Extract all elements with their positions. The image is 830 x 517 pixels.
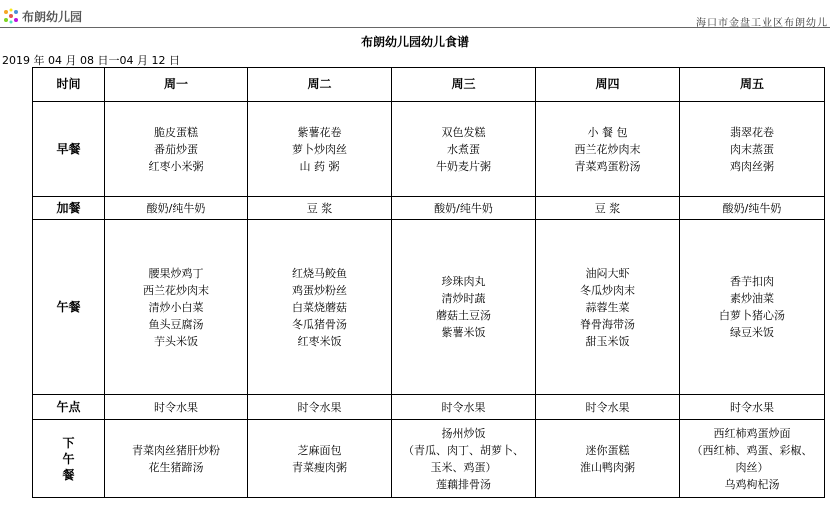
menu-cell bbox=[248, 395, 392, 420]
menu-item: 紫薯花卷 bbox=[297, 125, 342, 139]
menu-item: （西红柿、鸡蛋、彩椒、 bbox=[691, 443, 813, 457]
row-label-breakfast: 早餐 bbox=[33, 102, 105, 197]
menu-item: 鸡肉丝粥 bbox=[730, 159, 774, 173]
menu-item: 白萝卜猪心汤 bbox=[719, 309, 785, 322]
menu-item: 时令水果 bbox=[154, 400, 198, 414]
row-label-lunch: 午餐 bbox=[33, 220, 105, 395]
menu-item: 扬州炒饭 bbox=[441, 426, 486, 440]
row-label-afternoon-snack: 午点 bbox=[33, 395, 105, 420]
menu-item: 肉末蒸蛋 bbox=[730, 142, 774, 156]
row-label-snack: 加餐 bbox=[33, 197, 105, 220]
menu-cell bbox=[392, 420, 536, 498]
menu-item: 素炒油菜 bbox=[730, 292, 774, 305]
menu-item: 冬瓜猪骨汤 bbox=[292, 317, 347, 331]
menu-cell bbox=[536, 197, 680, 220]
menu-item: 红烧马鲛鱼 bbox=[292, 266, 347, 280]
menu-cell bbox=[248, 197, 392, 220]
menu-item: 玉米、鸡蛋） bbox=[430, 460, 497, 474]
menu-item: 冬瓜炒肉末 bbox=[580, 283, 635, 297]
menu-cell bbox=[536, 220, 680, 395]
menu-item: 水煮蛋 bbox=[447, 142, 480, 156]
menu-item: 白菜烧蘑菇 bbox=[292, 300, 347, 314]
menu-table bbox=[32, 67, 825, 498]
header-divider bbox=[0, 27, 830, 28]
menu-item: 牛奶麦片粥 bbox=[436, 159, 491, 173]
menu-item: 腰果炒鸡丁 bbox=[148, 266, 204, 280]
menu-cell bbox=[248, 420, 392, 498]
menu-item: 花生猪蹄汤 bbox=[148, 460, 204, 474]
school-address: 海口市金盘工业区布朗幼儿 bbox=[696, 18, 828, 29]
menu-item: 淮山鸭肉粥 bbox=[580, 460, 635, 474]
menu-cell bbox=[105, 420, 248, 498]
column-header-friday: 周五 bbox=[680, 68, 825, 102]
menu-cell bbox=[248, 220, 392, 395]
menu-item: 酸奶/纯牛奶 bbox=[146, 201, 206, 215]
row-label-char: 午 bbox=[62, 451, 75, 466]
menu-item: 西兰花炒肉末 bbox=[574, 142, 641, 156]
menu-item: 番茄炒蛋 bbox=[154, 142, 198, 156]
menu-item: 脆皮蛋糕 bbox=[154, 125, 198, 139]
menu-cell bbox=[680, 395, 825, 420]
menu-item: 绿豆米饭 bbox=[730, 326, 774, 339]
menu-cell bbox=[680, 197, 825, 220]
menu-item: 青菜鸡蛋粉汤 bbox=[574, 159, 641, 173]
page-header bbox=[0, 0, 830, 30]
column-header-wednesday: 周三 bbox=[392, 68, 536, 102]
menu-item: 红枣米饭 bbox=[297, 334, 342, 348]
date-range: 2019 年 04 月 08 日一04 月 12 日 bbox=[2, 54, 180, 67]
table-row-dinner bbox=[33, 420, 825, 498]
menu-item: 清炒时蔬 bbox=[441, 292, 486, 305]
table-row-afternoon-snack bbox=[33, 395, 825, 420]
menu-item: 时令水果 bbox=[730, 400, 774, 414]
row-label-dinner bbox=[33, 420, 105, 498]
menu-cell bbox=[536, 395, 680, 420]
column-header-time: 时间 bbox=[33, 68, 105, 102]
row-label-char: 餐 bbox=[62, 467, 75, 482]
table-row-breakfast bbox=[33, 102, 825, 197]
menu-item: 青菜瘦肉粥 bbox=[292, 460, 347, 474]
menu-item: 酸奶/纯牛奶 bbox=[722, 201, 782, 215]
menu-cell bbox=[536, 102, 680, 197]
menu-item: 肉丝） bbox=[735, 460, 769, 474]
menu-item: 时令水果 bbox=[297, 400, 342, 414]
menu-item: 芝麻面包 bbox=[297, 443, 342, 457]
menu-cell bbox=[392, 395, 536, 420]
menu-item: 双色发糕 bbox=[441, 125, 486, 139]
menu-cell bbox=[392, 102, 536, 197]
menu-item: 豆 浆 bbox=[306, 201, 333, 215]
menu-cell bbox=[392, 220, 536, 395]
menu-item: 脊骨海带汤 bbox=[580, 317, 635, 331]
pinwheel-logo-icon bbox=[2, 7, 20, 25]
menu-item: 芋头米饭 bbox=[154, 334, 198, 348]
table-row-snack bbox=[33, 197, 825, 220]
menu-item: 珍珠肉丸 bbox=[441, 275, 486, 288]
menu-item: 甜玉米饭 bbox=[585, 334, 630, 348]
menu-item: （青瓜、肉丁、胡萝卜、 bbox=[403, 443, 524, 457]
menu-item: 油闷大虾 bbox=[585, 266, 630, 280]
menu-cell bbox=[680, 220, 825, 395]
menu-item: 西兰花炒肉末 bbox=[143, 283, 209, 297]
menu-item: 翡翠花卷 bbox=[730, 125, 774, 139]
document-title: 布朗幼儿园幼儿食谱 bbox=[360, 35, 469, 49]
menu-cell bbox=[248, 102, 392, 197]
menu-cell bbox=[680, 102, 825, 197]
menu-item: 豆 浆 bbox=[594, 201, 621, 215]
menu-item: 萝卜炒肉丝 bbox=[292, 142, 347, 156]
menu-item: 香芋扣肉 bbox=[730, 275, 774, 288]
column-header-monday: 周一 bbox=[105, 68, 248, 102]
menu-item: 蒜蓉生菜 bbox=[585, 300, 630, 314]
table-header-row bbox=[33, 68, 825, 102]
menu-cell bbox=[392, 197, 536, 220]
column-header-thursday: 周四 bbox=[536, 68, 680, 102]
menu-cell bbox=[105, 395, 248, 420]
menu-item: 西红柿鸡蛋炒面 bbox=[713, 426, 791, 440]
table-row-lunch bbox=[33, 220, 825, 395]
menu-item: 乌鸡枸杞汤 bbox=[724, 477, 780, 491]
menu-item: 山 药 粥 bbox=[299, 159, 340, 173]
menu-item: 迷你蛋糕 bbox=[585, 443, 630, 457]
menu-item: 鸡蛋炒粉丝 bbox=[292, 283, 347, 297]
logo bbox=[2, 6, 82, 26]
menu-item: 清炒小白菜 bbox=[148, 300, 204, 314]
menu-item: 红枣小米粥 bbox=[148, 159, 204, 173]
menu-item: 鱼头豆腐汤 bbox=[148, 317, 204, 331]
menu-cell bbox=[105, 220, 248, 395]
menu-item: 时令水果 bbox=[585, 400, 630, 414]
menu-cell bbox=[536, 420, 680, 498]
menu-item: 小 餐 包 bbox=[587, 125, 628, 139]
menu-item: 莲藕排骨汤 bbox=[436, 477, 491, 491]
menu-item: 时令水果 bbox=[441, 400, 486, 414]
menu-item: 青菜肉丝猪肝炒粉 bbox=[132, 443, 220, 457]
logo-text: 布朗幼儿园 bbox=[22, 9, 83, 24]
menu-cell bbox=[105, 102, 248, 197]
menu-item: 酸奶/纯牛奶 bbox=[434, 201, 493, 215]
menu-item: 蘑菇土豆汤 bbox=[436, 309, 491, 322]
column-header-tuesday: 周二 bbox=[248, 68, 392, 102]
row-label-char: 下 bbox=[62, 435, 75, 450]
menu-cell bbox=[680, 420, 825, 498]
menu-item: 紫薯米饭 bbox=[441, 326, 486, 339]
menu-cell bbox=[105, 197, 248, 220]
